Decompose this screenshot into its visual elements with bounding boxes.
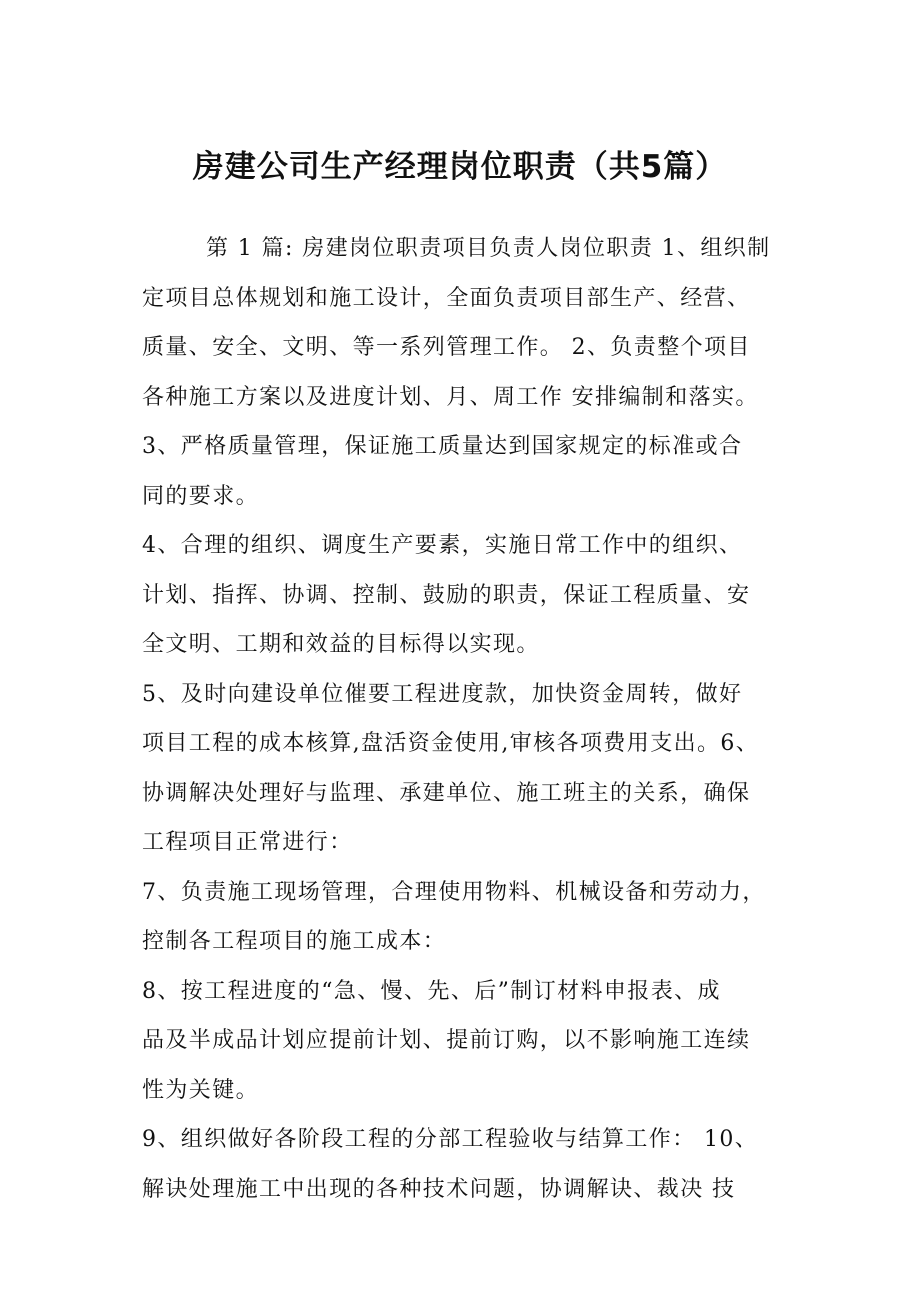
- body-line: 全文明、工期和效益的目标得以实现。: [142, 632, 540, 657]
- body-line: 8、按工程进度的“急、慢、先、后”制订材料申报表、成: [142, 978, 721, 1004]
- body-line: 5、及时向建设单位催要工程进度款，加快资金周转，做好: [142, 681, 743, 707]
- body-line: 工程项目正常进行：: [142, 830, 353, 855]
- body-line: 控制各工程项目的施工成本：: [142, 929, 447, 954]
- body-line: 项目工程的成本核算,盘活资金使用,审核各项费用支出。6、: [142, 731, 760, 756]
- body-line: 性为关键。: [142, 1077, 260, 1103]
- body-line: 第 1 篇: 房建岗位职责项目负责人岗位职责 1、组织制: [206, 236, 771, 261]
- body-line: 同的要求。: [142, 483, 260, 509]
- body-line: 质量、安全、文明、等一系列管理工作。 2、负责整个项目: [142, 335, 751, 360]
- document-title: 房建公司生产经理岗位职责（共5篇）: [192, 149, 728, 185]
- body-line: 9、组织做好各阶段工程的分部工程验收与结算工作： 10、: [142, 1127, 759, 1152]
- body-line: 协调解决处理好与监理、承建单位、施工班主的关系，确保: [142, 780, 751, 806]
- body-line: 定项目总体规划和施工设计，全面负责项目部生产、经营、: [142, 285, 751, 311]
- body-line: 品及半成品计划应提前计划、提前订购，以不影响施工连续: [142, 1028, 751, 1053]
- body-line: 7、负责施工现场管理，合理使用物料、机械设备和劳动力，: [142, 879, 766, 905]
- document-body: [142, 224, 802, 1214]
- body-line: 4、合理的组织、调度生产要素，实施日常工作中的组织、: [142, 533, 743, 558]
- body-line: 解诀处理施工中出现的各种技术问题，协调解诀、裁决 技: [142, 1176, 736, 1202]
- body-line: 各种施工方案以及进度计划、月、周工作 安排编制和落实。: [142, 384, 759, 410]
- body-line: 3、严格质量管理，保证施工质量达到国家规定的标准或合: [142, 434, 743, 459]
- body-line: 计划、指挥、协调、控制、鼓励的职责，保证工程质量、安: [142, 582, 751, 608]
